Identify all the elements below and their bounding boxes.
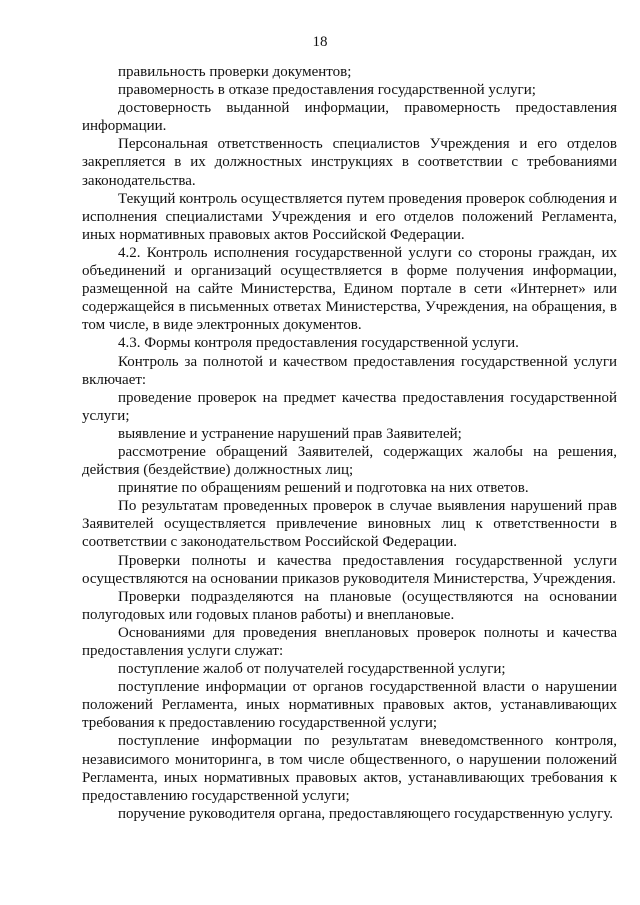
paragraph: рассмотрение обращений Заявителей, содержащих жалобы на решения, действия (бездействие) должностных лиц; [82, 443, 617, 479]
paragraph: Проверки полноты и качества предоставления государственной услуги осуществляются на основании приказов руководителя Министерства, Учреждения. [82, 552, 617, 587]
document-body [82, 63, 617, 823]
paragraph: достоверность выданной информации, правомерность предоставления информации. [82, 100, 617, 135]
paragraph: Текущий контроль осуществляется путем проведения проверок соблюдения и исполнения специалистами Учреждения и его отделов положений Регламента, иных нормативных правовых актов Российской Федерации. [82, 190, 617, 243]
paragraph: поручение руководителя органа, предоставляющего государственную услугу. [118, 805, 614, 822]
section-heading: 4.3. Формы контроля предоставления государственной услуги. [118, 335, 519, 352]
paragraph: Персональная ответственность специалистов Учреждения и его отделов закрепляется в их должностных инструкциях в соответствии с требованиями законодательства. [82, 136, 617, 189]
paragraph: принятие по обращениям решений и подготовка на них ответов. [118, 480, 529, 497]
paragraph: правильность проверки документов; [118, 64, 352, 80]
paragraph: выявление и устранение нарушений прав Заявителей; [118, 425, 462, 442]
paragraph: поступление информации от органов государственной власти о нарушении положений Регламента, иных нормативных правовых актов, устанавливающих требования к предоставлению государственной услуги; [82, 679, 617, 732]
paragraph: правомерность в отказе предоставления государственной услуги; [118, 82, 536, 99]
paragraph: Проверки подразделяются на плановые (осуществляются на основании полугодовых или годовых планов работы) и внеплановые. [82, 588, 617, 623]
paragraph: поступление жалоб от получателей государственной услуги; [118, 661, 506, 678]
paragraph: Контроль за полнотой и качеством предоставления государственной услуги включает: [82, 353, 617, 388]
page-number: 18 [312, 34, 328, 50]
paragraph: Основаниями для проведения внеплановых проверок полноты и качества предоставления услуги служат: [82, 624, 617, 659]
paragraph: 4.2. Контроль исполнения государственной услуги со стороны граждан, их объединений и организаций осуществляется в форме получения информации, размещенной на сайте Министерства, Едином портале в сети «Интернет» или содержащейся в письменных ответах Министерства, Учреждения, на обращения, в том числе, в виде электронных документов. [82, 244, 617, 334]
paragraph: поступление информации по результатам вневедомственного контроля, независимого мониторинга, в том числе общественного, о нарушении положений Регламента, иных нормативных правовых актов, устанавливающих требования к предоставлению государственной услуги; [82, 733, 617, 804]
paragraph: По результатам проведенных проверок в случае выявления нарушений прав Заявителей осуществляется привлечение виновных лиц к ответственности в соответствии с законодательством Российской Федерации. [82, 498, 617, 551]
paragraph: проведение проверок на предмет качества предоставления государственной услуги; [82, 389, 617, 424]
